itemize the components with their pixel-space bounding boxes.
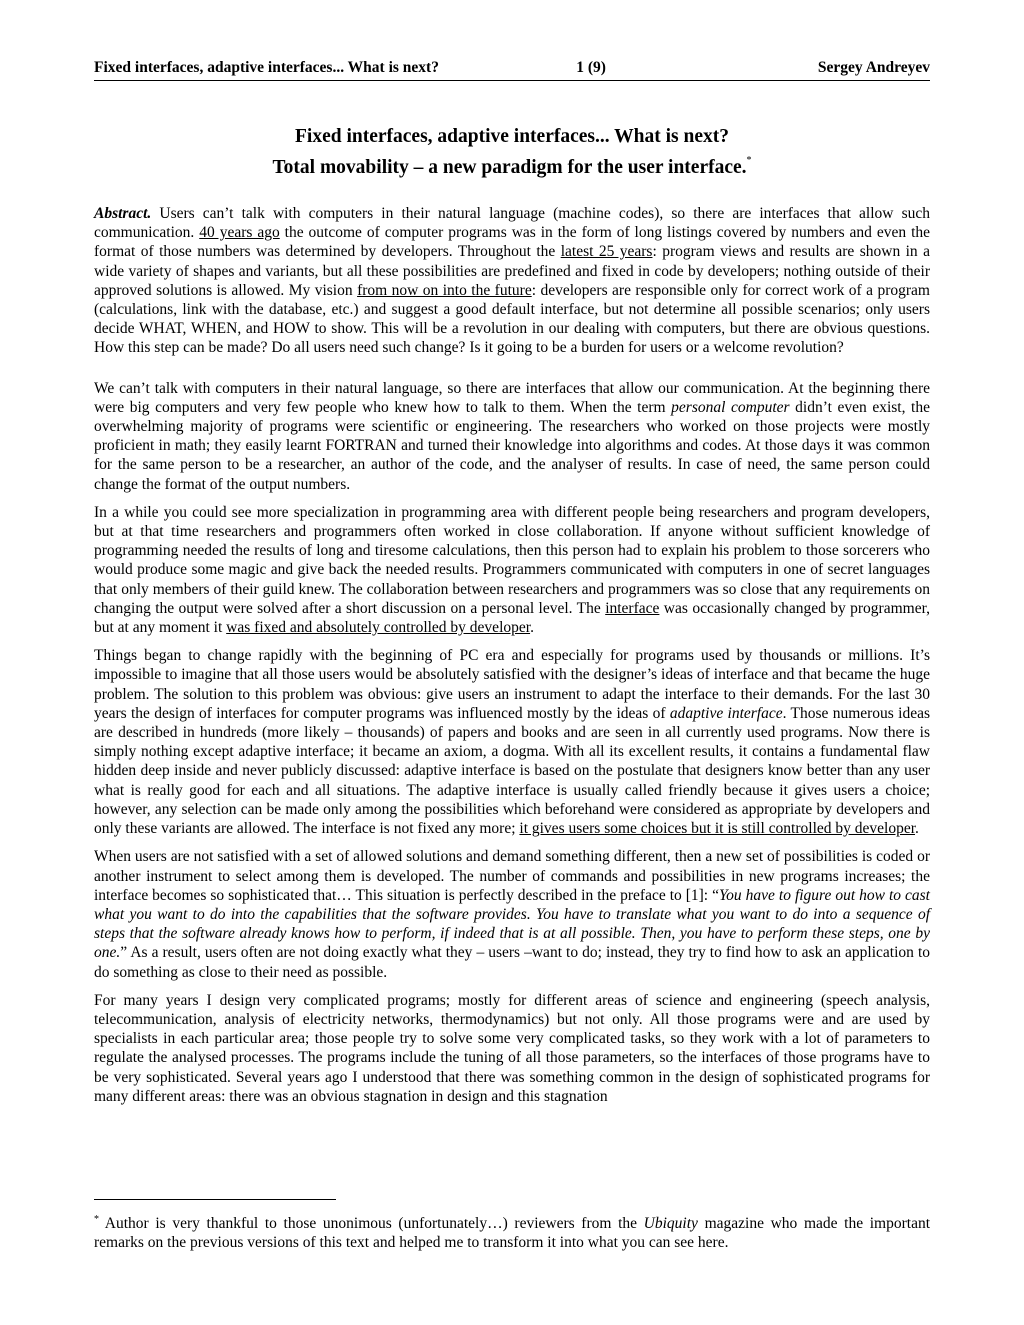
header-title: Fixed interfaces, adaptive interfaces... What is next? [94, 59, 439, 76]
paper-title [94, 125, 930, 180]
footnote-mark: * [94, 1214, 99, 1225]
footnote-separator [94, 1199, 336, 1200]
page [94, 58, 931, 1252]
paragraph-5: For many years I design very complicated programs; mostly for different areas of science and engineering (speech analysis, telecommunication, analysis of electricity networks, thermodynamics) but not only. All those programs were and are used by specialists in each particular area; those people try to solve some very complicated tasks, so they work with a lot of parameters to regulate the analysed processes. The programs include the tuning of all those parameters, so the interfaces of those programs have to be very sophisticated. Several years ago I understood that there was something common in the design of sophisticated programs for many different areas: there was an obvious stagnation in design and this stagnation [94, 991, 930, 1105]
paragraph-2: In a while you could see more specialization in programming area with different people being researchers and program developers, but at that time researchers and programmers often worked in close collaboration. If anyone without sufficient knowledge of programming needed the results of long and tiresome calculations, then this person had to explain his problem to those sorcerers who would produce some magic and give back the needed results. Programmers communicated with computers in one of secret languages that only members of their guild knew. The collaboration between researchers and programmers was so close that any requirements on changing the output were solved after a short discussion on a personal level. The interface was occasionally changed by programmer, but at any moment it was fixed and absolutely controlled by developer. [94, 503, 931, 637]
paragraph-4: When users are not satisfied with a set of allowed solutions and demand something different, then a new set of possibilities is coded or another instrument to select among them is developed. The number of commands and possibilities in new programs increases; the interface becomes so sophisticated that… This situation is perfectly described in the preface to [1]: “You have to figure out how to cast what you want to do into the capabilities that the software provides. You have to translate what you want to do into a sequence of steps that the software already knows how to perform, if indeed that is at all possible. Then, you have to perform these steps, one by one.” As a result, users often are not doing exactly what they – users –want to do; instead, they try to find how to ask an application to do something as close to their need as possible. [94, 848, 930, 981]
abstract-label: Abstract. [94, 205, 152, 222]
footnote: * Author is very thankful to those unonimous (unfortunately…) reviewers from the Ubiquity magazine who made the important remarks on the previous versions of this text and helped me to transform it into what you can see here. [94, 1214, 931, 1252]
title-line-1: Fixed interfaces, adaptive interfaces... What is next? [295, 126, 729, 147]
page-number: 1 (9) [576, 59, 606, 76]
running-header [94, 58, 930, 81]
abstract: Abstract. Users can’t talk with computers in their natural language (machine codes), so there are interfaces that allow such communication. 40 years ago the outcome of computer programs was in the form of long listings covered by numbers and even the format of those numbers was determined by developers. Throughout the latest 25 years: program views and results are shown in a wide variety of shapes and variants, but all these possibilities are predefined and fixed in code by developers; nothing outside of their approved solutions is allowed. My vision from now on into the future: developers are responsible only for correct work of a program (calculations, link with the database, etc.) and suggest a good default interface, but not determine all possible scenarios; only users decide WHAT, WHEN, and HOW to show. This will be a revolution in our dealing with computers, but there are obvious questions. How this step can be made? Do all users need such change? Is it going to be a burden for users or a welcome revolution? [94, 205, 931, 357]
header-author: Sergey Andreyev [817, 59, 930, 76]
paragraph-1: We can’t talk with computers in their natural language, so there are interfaces that allow our communication. At the beginning there were big computers and very few people who knew how to talk to them. When the term personal computer didn’t even exist, the overwhelming majority of programs were scientific or engineering. The researchers who worked on those projects were mostly proficient in math; they easily learnt FORTRAN and turned their knowledge into algorithms and codes. At those days it was common for the same person to be a researcher, an author of the code, and the analyser of results. In case of need, the same person could change the format of the output numbers. [94, 379, 930, 493]
paragraph-3: Things began to change rapidly with the beginning of PC era and especially for programs used by thousands or millions. It’s impossible to imagine that all those users would be absolutely satisfied with the designer’s ideas of interface and that became the huge problem. The solution to this problem was obvious: give users an instrument to adapt the interface to their demands. For the last 30 years the design of interfaces for computer programs was influenced mostly by the ideas of adaptive interface. Those numerous ideas are described in hundreds (more likely – thousands) of papers and books and are seen in all currently used programs. Now there is simply nothing except adaptive interface; it became an axiom, a dogma. With all its excellent results, it contains a fundamental flaw hidden deep inside and never publicly discussed: adaptive interface is based on the postulate that designers know better than any user what is really good for each and all situations. The adaptive interface is usually called friendly because it gives users a choice; however, any selection can be made only among the possibilities which beforehand were considered as appropriate by developers and only these variants are allowed. The interface is not fixed any more; it gives users some choices but it is still controlled by developer. [94, 647, 930, 838]
title-line-2: Total movability – a new paradigm for the user interface.* [272, 155, 752, 178]
footnote-marker[interactable]: * [746, 155, 752, 166]
